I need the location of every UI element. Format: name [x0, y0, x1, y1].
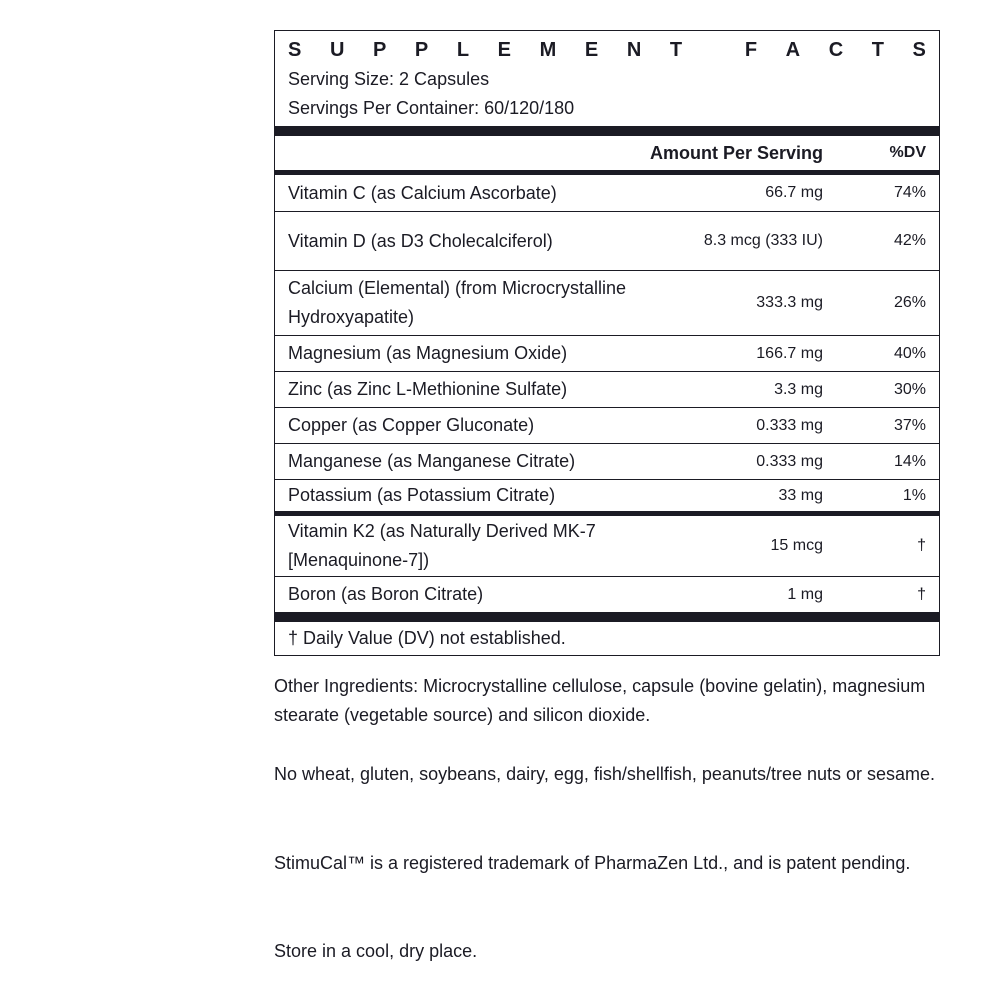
nutrient-list-b — [275, 511, 939, 612]
facts-title-letter: A — [785, 38, 801, 61]
facts-title-letter: U — [329, 38, 345, 61]
nutrient-amount: 0.333 mg — [756, 452, 823, 470]
facts-title-letter — [711, 39, 717, 62]
nutrient-list-a — [275, 175, 939, 511]
nutrient-row — [275, 335, 939, 371]
divider-thick-bottom — [275, 612, 939, 622]
nutrient-row — [275, 371, 939, 407]
nutrient-amount: 66.7 mg — [765, 184, 823, 201]
facts-title-letter: P — [414, 38, 429, 61]
nutrient-name: Manganese (as Manganese Citrate) — [288, 451, 576, 471]
nutrient-name: Vitamin D (as D3 Cholecalciferol) — [288, 230, 553, 251]
nutrient-dv: 1% — [902, 486, 926, 504]
nutrient-row — [275, 443, 939, 479]
nutrient-row — [275, 407, 939, 443]
nutrient-row — [275, 576, 939, 612]
nutrient-row — [275, 479, 939, 511]
column-header-dv: %DV — [889, 144, 926, 161]
facts-title-letter: C — [828, 38, 844, 61]
trademark-statement: StimuCal™ is a registered trademark of PharmaZen Ltd., and is patent pending. — [274, 853, 911, 873]
nutrient-dv: 40% — [893, 344, 926, 362]
nutrient-dv: 26% — [893, 294, 926, 311]
nutrient-amount: 0.333 mg — [756, 416, 823, 434]
other-ingredients: Other Ingredients: Microcrystalline cellulose, capsule (bovine gelatin), magnesium stearate (vegetable source) and silicon dioxide. — [274, 676, 926, 725]
facts-title-letter: S — [288, 38, 302, 61]
nutrient-dv: 30% — [893, 380, 926, 398]
supplement-facts-panel — [274, 30, 940, 656]
facts-title-letter: S — [912, 38, 926, 61]
nutrient-amount: 333.3 mg — [756, 294, 823, 311]
facts-title-letter: P — [372, 38, 387, 61]
nutrient-name: Potassium (as Potassium Citrate) — [288, 485, 556, 505]
nutrient-name: Vitamin C (as Calcium Ascorbate) — [288, 182, 557, 203]
nutrient-row — [275, 270, 939, 335]
nutrient-dv: † — [917, 537, 926, 554]
facts-title-letter: T — [871, 38, 884, 61]
nutrient-amount: 15 mcg — [770, 537, 823, 554]
nutrient-dv: 42% — [893, 232, 926, 249]
facts-title-letter: N — [626, 38, 642, 61]
facts-title-letter: M — [539, 38, 557, 61]
serving-size: Serving Size: 2 Capsules — [288, 69, 490, 89]
column-header-row — [275, 136, 939, 170]
facts-header — [275, 31, 939, 126]
nutrient-name: Calcium (Elemental) (from Microcrystalline Hydroxyapatite) — [288, 278, 627, 327]
nutrient-amount: 3.3 mg — [774, 380, 823, 398]
nutrient-name: Copper (as Copper Gluconate) — [288, 415, 535, 435]
nutrient-dv: 14% — [893, 452, 926, 470]
servings-per-container: Servings Per Container: 60/120/180 — [288, 98, 575, 118]
nutrient-name: Boron (as Boron Citrate) — [288, 584, 484, 604]
nutrient-row — [275, 511, 939, 576]
nutrient-amount: 1 mg — [787, 585, 823, 603]
nutrient-amount: 166.7 mg — [756, 344, 823, 362]
nutrient-amount: 33 mg — [778, 486, 823, 504]
facts-title-letter: E — [497, 38, 512, 61]
nutrient-name: Magnesium (as Magnesium Oxide) — [288, 343, 568, 363]
nutrient-dv: 37% — [893, 416, 926, 434]
storage-statement: Store in a cool, dry place. — [274, 941, 478, 961]
nutrient-amount: 8.3 mcg (333 IU) — [703, 232, 823, 249]
facts-title-letter: E — [584, 38, 599, 61]
facts-title — [288, 35, 926, 65]
facts-title-letter: F — [744, 38, 758, 61]
divider-thick — [275, 126, 939, 136]
allergen-statement: No wheat, gluten, soybeans, dairy, egg, fish/shellfish, peanuts/tree nuts or sesame. — [274, 764, 936, 784]
facts-title-letter: T — [669, 38, 683, 61]
dv-footnote: † Daily Value (DV) not established. — [288, 628, 566, 648]
nutrient-dv: 74% — [893, 184, 926, 201]
column-header-amount: Amount Per Serving — [649, 143, 823, 163]
nutrient-name: Vitamin K2 (as Naturally Derived MK-7 [Menaquinone-7]) — [288, 521, 596, 570]
nutrient-row — [275, 175, 939, 211]
nutrient-dv: † — [917, 585, 926, 603]
nutrient-row — [275, 211, 939, 270]
facts-title-letter: L — [456, 38, 470, 61]
nutrient-name: Zinc (as Zinc L-Methionine Sulfate) — [288, 379, 568, 399]
